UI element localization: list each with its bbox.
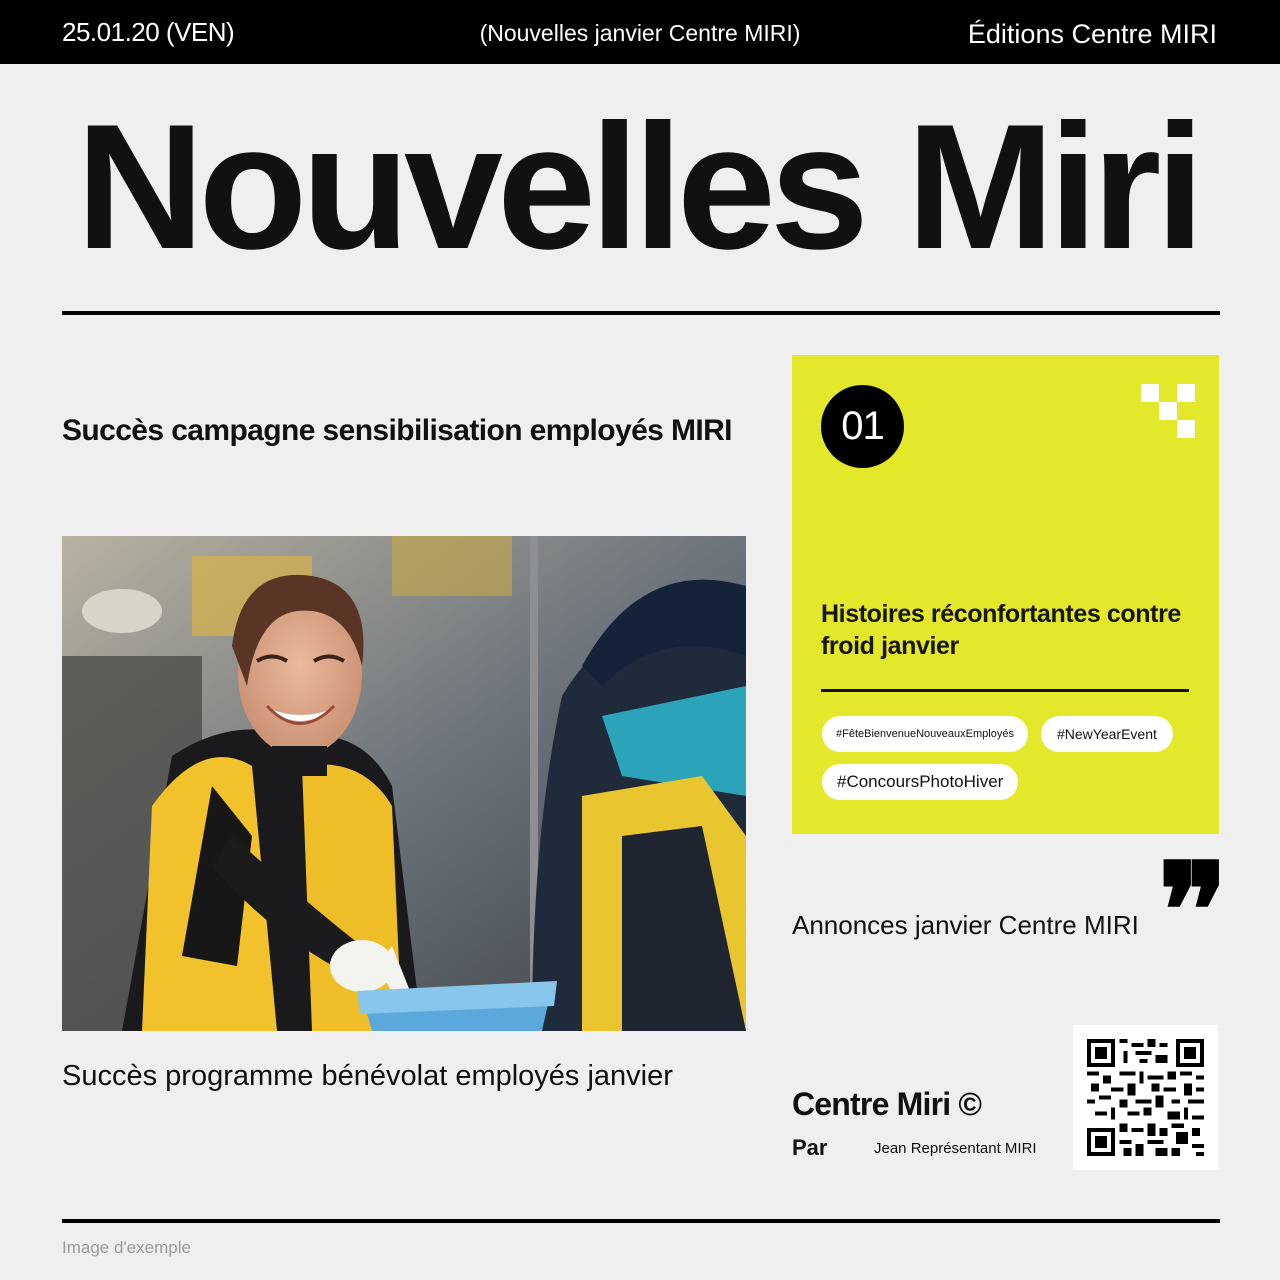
bottom-divider <box>62 1219 1220 1223</box>
quote-icon: ❞ <box>1158 834 1210 987</box>
top-divider <box>62 311 1220 315</box>
sample-image-note: Image d'exemple <box>62 1238 191 1257</box>
volunteer-photo <box>62 536 746 1031</box>
quote-text: Annonces janvier Centre MIRI <box>792 910 1139 940</box>
featured-card <box>792 355 1219 834</box>
card-story-title: Histoires réconfortantes contre froid janvier <box>821 600 1181 660</box>
issue-title: (Nouvelles janvier Centre MIRI) <box>479 20 801 46</box>
card-divider <box>821 689 1189 692</box>
qr-code-icon[interactable] <box>1073 1025 1218 1170</box>
author-label: Par <box>792 1135 828 1160</box>
hashtag-chip[interactable]: #FêteBienvenueNouveauxEmployés <box>822 716 1028 752</box>
pixel-logo-icon <box>1141 384 1195 438</box>
hashtag-chip[interactable]: #ConcoursPhotoHiver <box>822 764 1018 800</box>
brand-name: Centre Miri © <box>792 1086 982 1122</box>
card-number-badge: 01 <box>821 385 904 468</box>
publisher-name: Éditions Centre MIRI <box>967 19 1217 49</box>
masthead-title: Nouvelles Miri <box>76 87 1199 286</box>
hashtag-chip[interactable]: #NewYearEvent <box>1041 716 1173 752</box>
photo-caption: Succès programme bénévolat employés janvier <box>62 1060 673 1092</box>
issue-date: 25.01.20 (VEN) <box>62 17 235 47</box>
top-bar <box>0 0 1280 64</box>
main-headline: Succès campagne sensibilisation employés MIRI <box>62 414 732 447</box>
author-name: Jean Représentant MIRI <box>874 1140 1037 1157</box>
